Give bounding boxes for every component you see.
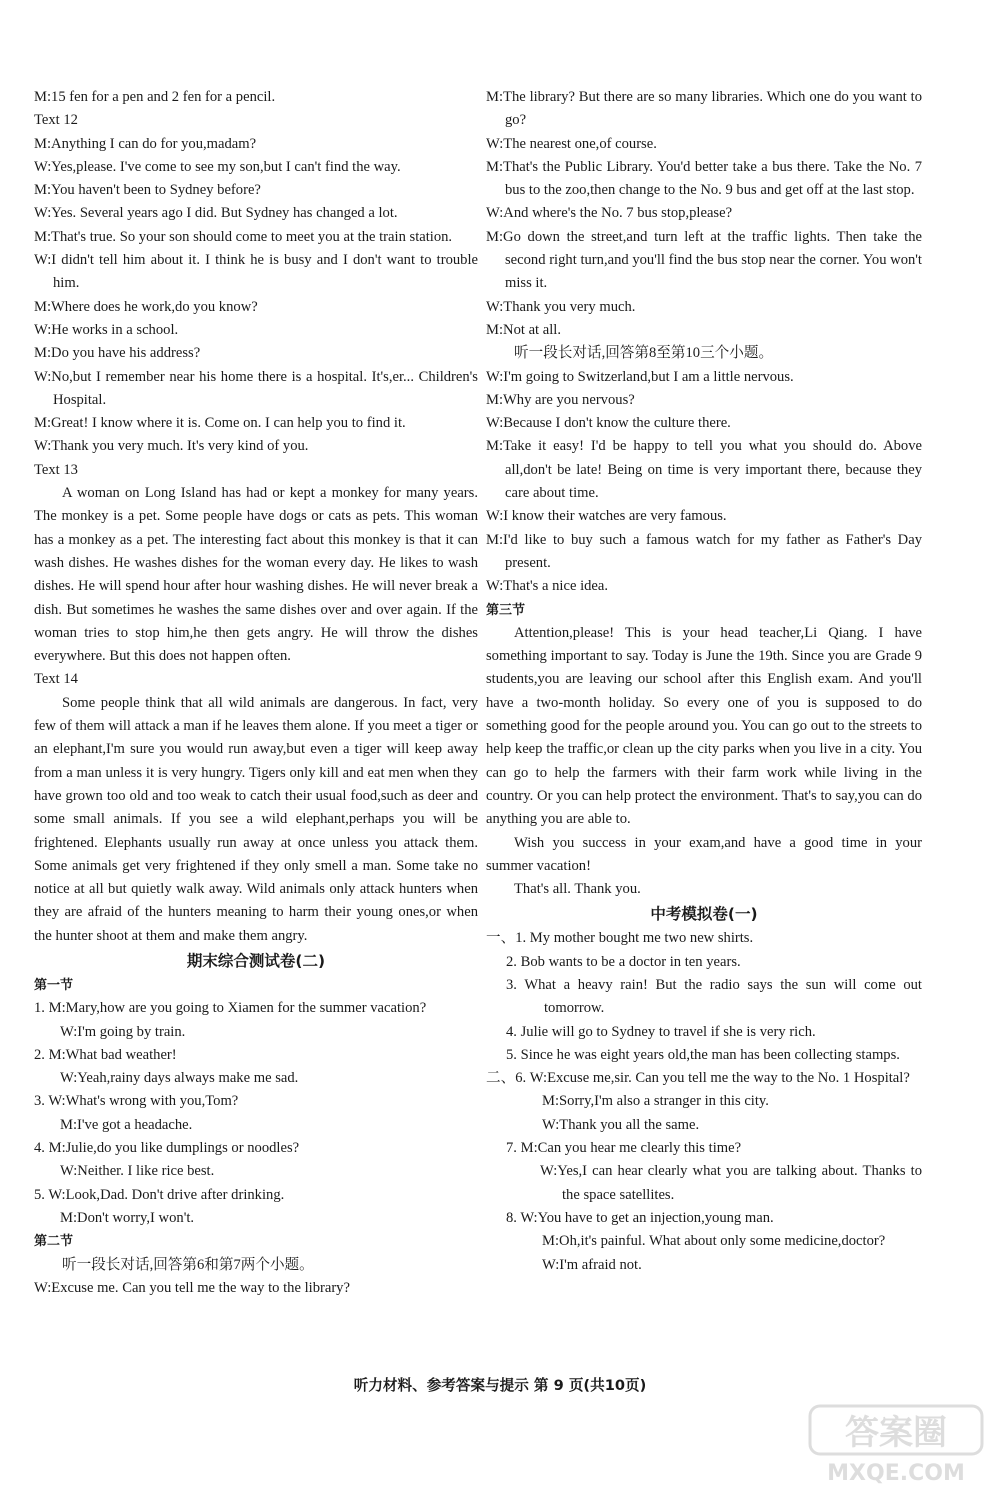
paragraph: That's all. Thank you. <box>514 881 641 898</box>
text-line: W:I know their watches are very famous. <box>486 508 727 525</box>
right-dialogue-block-2 <box>486 366 922 599</box>
paragraph: Attention,please! This is your head teacher,Li Qiang. I have something important to say. Today is June the 19th. Since you are Grade 9 students,you are leaving our school after this English exam. And you'll have a two-month holiday. So every one of you is supposed to do something good for the people around you. You can go out to the streets to help keep the traffic,or clean up the city parks when you live in a city. You can go to help the farmers with their farm work while living in the country. Or you can help protect the environment. That's to say,you can do anything you are able to. <box>486 624 922 828</box>
text-line: M:That's true. So your son should come to meet you at the train station. <box>34 228 453 245</box>
text-line: 2. M:What bad weather! <box>34 1046 177 1063</box>
text-line: 1. M:Mary,how are you going to Xiamen for the summer vacation? <box>34 1000 427 1017</box>
watermark-logo <box>806 1402 986 1486</box>
text-line: 5. W:Look,Dad. Don't drive after drinking. <box>34 1186 285 1203</box>
text-line: M:Go down the street,and turn left at the traffic lights. Then take the second right turn,and you'll find the bus stop near the corner. You won't miss it. <box>486 228 922 292</box>
text-line: W:Thank you very much. It's very kind of you. <box>34 438 309 455</box>
section-title-mock-exam-1: 中考模拟卷(一) <box>650 905 758 924</box>
text-line: M:Oh,it's painful. What about only some medicine,doctor? <box>542 1233 886 1250</box>
text-line: 4. Julie will go to Sydney to travel if she is very rich. <box>506 1023 816 1040</box>
left-column <box>34 86 478 1300</box>
text-line: W:That's a nice idea. <box>486 578 609 595</box>
text-line: A woman on Long Island has had or kept a monkey for many years. The monkey is a pet. Some people have dogs or cats as pets. This woman has a monkey as a pet. The interesting fact about this monkey is that it can wash dishes. He washes dishes for the woman every day. He likes to wash dishes. He will spend hour after hour washing dishes. He will never break a dish. But sometimes he washes the same dishes over and over again. If the woman tries to stop him,he then gets angry. He will throw the dishes everywhere. But this does not happen often. <box>34 485 478 665</box>
text-line: W:He works in a school. <box>34 321 179 338</box>
paragraph: Wish you success in your exam,and have a good time in your summer vacation! <box>486 834 922 874</box>
left-text-block <box>34 86 478 948</box>
text-line: W:Neither. I like rice best. <box>60 1163 215 1180</box>
text-line: M:Anything I can do for you,madam? <box>34 135 257 152</box>
text-line: M:You haven't been to Sydney before? <box>34 182 261 199</box>
text-line: M:Where does he work,do you know? <box>34 298 258 315</box>
right-dialogue-block <box>486 86 922 342</box>
text-line: 一、1. My mother bought me two new shirts. <box>486 930 754 947</box>
right-column <box>486 86 922 1277</box>
text-line: 5. Since he was eight years old,the man has been collecting stamps. <box>506 1046 900 1063</box>
text-line: M:Take it easy! I'd be happy to tell you what you should do. Above all,don't be late! Being on time is very important there, because they care about time. <box>486 438 922 502</box>
text-line: M:Not at all. <box>486 321 561 338</box>
text-line: W:I didn't tell him about it. I think he is busy and I don't want to trouble him. <box>34 252 478 292</box>
text-line: M:Do you have his address? <box>34 345 201 362</box>
text-line: M:I'd like to buy such a famous watch for my father as Father's Day present. <box>486 531 922 571</box>
text-line: M:Great! I know where it is. Come on. I can help you to find it. <box>34 415 406 432</box>
section-heading-2: 第二节 <box>34 1234 74 1250</box>
text-line: 7. M:Can you hear me clearly this time? <box>506 1140 742 1157</box>
text-line: 3. W:What's wrong with you,Tom? <box>34 1093 239 1110</box>
part2-first-line: W:Excuse me. Can you tell me the way to the library? <box>34 1279 350 1296</box>
text-line: M:15 fen for a pen and 2 fen for a pencil. <box>34 89 276 105</box>
text-line: W:And where's the No. 7 bus stop,please? <box>486 205 733 222</box>
section-heading-1: 第一节 <box>34 977 74 993</box>
text-line: Some people think that all wild animals are dangerous. In fact, very few of them will attack a man if he leaves them alone. If you meet a tiger or an elephant,I'm sure you would run away,but even a tiger will keep away from a man unless it is very hungry. Tigers only kill and eat men when they have grown too old and too weak to catch their usual food,such as deer and some small animals. If you see a wild elephant,perhaps you will be frightened. Elephants usually run away at once unless you attack them. Some animals get very frightened if they only smell a man. Some take no notice at all but quietly walk away. Wild animals only attack hunters when they are afraid of the hunters meaning to harm their young ones,or when the hunter shoot at them and make them angry. <box>34 694 478 944</box>
section-heading-3: 第三节 <box>486 602 526 618</box>
watermark-url-text: MXQE.COM <box>827 1461 965 1486</box>
text-line: 3. What a heavy rain! But the radio says the sun will come out tomorrow. <box>506 976 922 1017</box>
section-title-final-test-2: 期末综合测试卷(二) <box>186 951 326 970</box>
text-line: W:I'm going to Switzerland,but I am a little nervous. <box>486 368 794 385</box>
text-line: M:That's the Public Library. You'd better take a bus there. Take the No. 7 bus to the zoo,then change to the No. 9 bus and get off at the last stop. <box>486 158 922 199</box>
text-line: W:I'm going by train. <box>60 1023 186 1040</box>
text-line: Text 13 <box>34 461 78 478</box>
text-line: W:Yeah,rainy days always make me sad. <box>60 1070 299 1087</box>
mock-exam-items <box>486 927 922 1276</box>
text-line: Text 14 <box>34 671 78 688</box>
text-line: W:Because I don't know the culture there. <box>486 415 731 432</box>
part2b-instruction: 听一段长对话,回答第8至第10三个小题。 <box>514 345 774 362</box>
page-footer: 听力材料、参考答案与提示 第 9 页(共10页) <box>353 1377 647 1394</box>
text-line: 4. M:Julie,do you like dumplings or noodles? <box>34 1140 300 1157</box>
text-line: W:No,but I remember near his home there is a hospital. It's,er... Children's Hospital. <box>34 368 478 408</box>
text-line: M:Don't worry,I won't. <box>60 1209 195 1226</box>
text-line: 8. W:You have to get an injection,young man. <box>506 1209 774 1226</box>
text-line: W:Yes,I can hear clearly what you are talking about. Thanks to the space satellites. <box>540 1163 922 1203</box>
text-line: M:I've got a headache. <box>60 1116 193 1133</box>
part1-dialogues <box>34 997 478 1230</box>
text-line: W:Thank you very much. <box>486 298 636 315</box>
text-line: W:Thank you all the same. <box>542 1116 700 1133</box>
text-line: 2. Bob wants to be a doctor in ten years. <box>506 953 741 970</box>
text-line: W:I'm afraid not. <box>542 1256 642 1273</box>
announcement-text <box>486 622 922 902</box>
watermark-logo-text: 答案圈 <box>845 1413 947 1453</box>
text-line: M:The library? But there are so many libraries. Which one do you want to go? <box>486 89 922 129</box>
text-line: W:Yes. Several years ago I did. But Sydney has changed a lot. <box>34 205 398 222</box>
text-line: W:The nearest one,of course. <box>486 135 657 152</box>
text-line: M:Sorry,I'm also a stranger in this city. <box>542 1093 769 1110</box>
part2-instruction: 听一段长对话,回答第6和第7两个小题。 <box>62 1256 314 1273</box>
text-line: M:Why are you nervous? <box>486 391 635 408</box>
text-line: 二、6. W:Excuse me,sir. Can you tell me the way to the No. 1 Hospital? <box>486 1070 910 1087</box>
text-line: W:Yes,please. I've come to see my son,but I can't find the way. <box>34 158 401 175</box>
text-line: Text 12 <box>34 112 78 129</box>
